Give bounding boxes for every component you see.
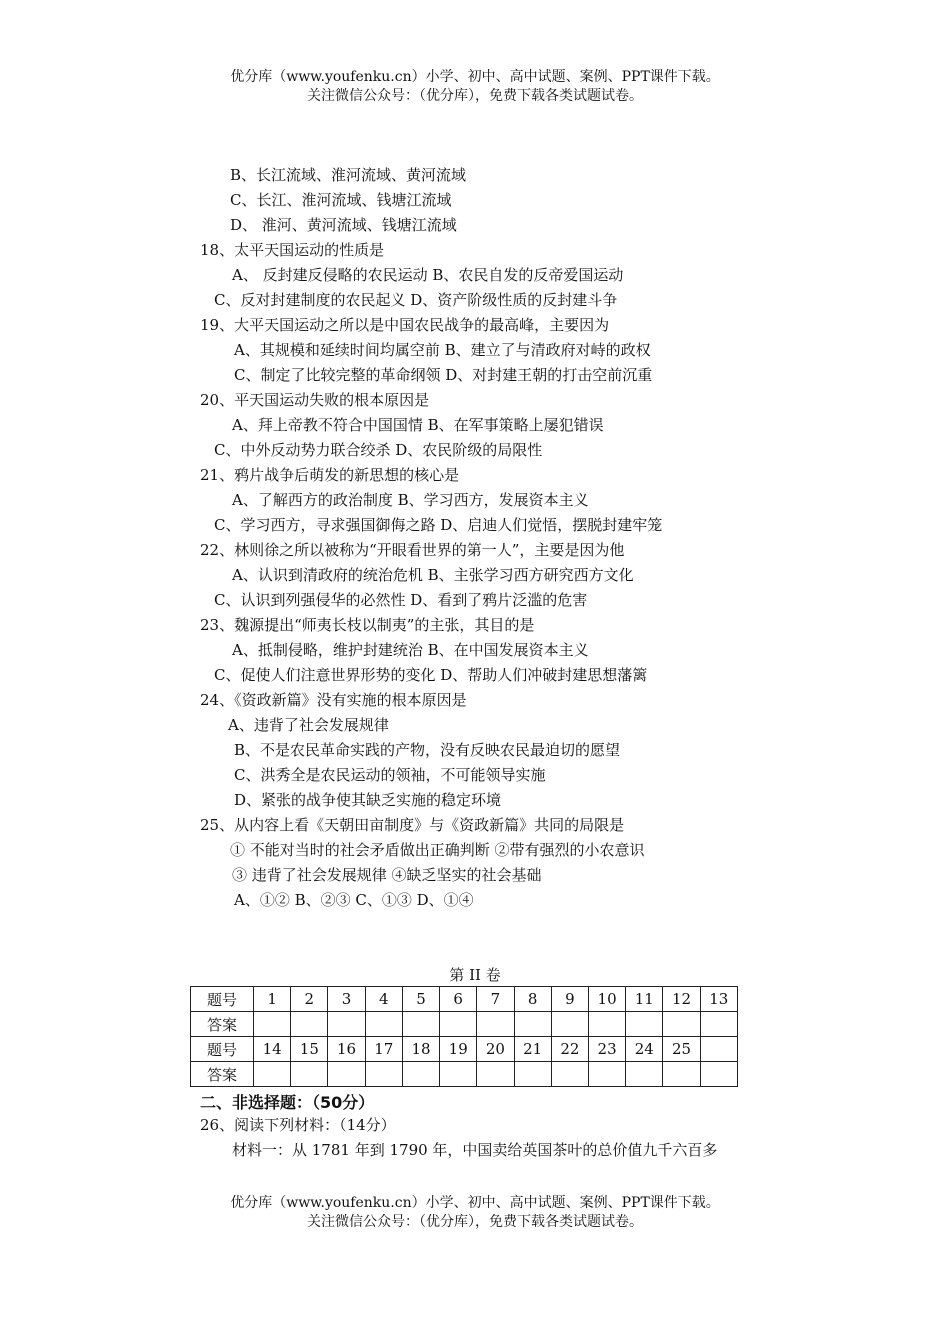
answer-cell[interactable] [328,1062,365,1087]
answer-cell[interactable] [402,1062,439,1087]
q20-stem: 20、平天国运动失败的根本原因是 [200,391,430,409]
q-num-cell: 19 [440,1037,477,1062]
answer-cell[interactable] [700,1062,737,1087]
answer-cell[interactable] [514,1012,551,1037]
page-footer-line1: 优分库（www.youfenku.cn）小学、初中、高中试题、案例、PPT课件下载。 [230,1195,720,1211]
q-num-cell: 17 [365,1037,402,1062]
answer-cell[interactable] [588,1062,625,1087]
q21-stem: 21、鸦片战争后萌发的新思想的核心是 [200,466,460,484]
page-header-line1: 优分库（www.youfenku.cn）小学、初中、高中试题、案例、PPT课件下载。 [230,69,720,85]
section2-heading: 二、非选择题：（50分） [200,1093,375,1112]
q21-options-ab: A、了解西方的政治制度 B、学习西方，发展资本主义 [232,491,589,509]
q24-option-d: D、紧张的战争使其缺乏实施的稳定环境 [234,791,502,809]
q-num-cell: 6 [440,987,477,1012]
q-num-cell: 23 [588,1037,625,1062]
q18-options-cd: C、反对封建制度的农民起义 D、资产阶级性质的反封建斗争 [214,291,618,309]
answer-cell[interactable] [440,1012,477,1037]
q23-options-ab: A、抵制侵略，维护封建统治 B、在中国发展资本主义 [232,641,589,659]
q-num-cell: 22 [551,1037,588,1062]
q25-items-34: ③ 违背了社会发展规律 ④缺乏坚实的社会基础 [232,866,542,884]
answer-cell[interactable] [402,1012,439,1037]
row-label-num: 题号 [191,1037,254,1062]
answer-cell[interactable] [663,1012,700,1037]
table-row [191,1037,738,1062]
table-row [191,1012,738,1037]
q-num-cell: 13 [700,987,737,1012]
q20-options-cd: C、中外反动势力联合绞杀 D、农民阶级的局限性 [214,441,543,459]
q-num-cell: 24 [626,1037,663,1062]
q-num-cell: 3 [328,987,365,1012]
answer-cell[interactable] [626,1012,663,1037]
q-num-cell: 10 [588,987,625,1012]
answer-cell[interactable] [588,1012,625,1037]
q20-options-ab: A、拜上帝教不符合中国国情 B、在军事策略上屡犯错误 [232,416,604,434]
answer-cell[interactable] [291,1062,328,1087]
q-num-cell: 21 [514,1037,551,1062]
q24-option-c: C、洪秀全是农民运动的领袖，不可能领导实施 [234,766,546,784]
answer-table [190,986,738,1087]
answer-cell[interactable] [365,1062,402,1087]
q21-options-cd: C、学习西方，寻求强国御侮之路 D、启迪人们觉悟，摆脱封建牢笼 [214,516,663,534]
q-num-cell: 18 [402,1037,439,1062]
answer-cell[interactable] [440,1062,477,1087]
q22-options-cd: C、认识到列强侵华的必然性 D、看到了鸦片泛滥的危害 [214,591,588,609]
q-num-cell [700,1037,737,1062]
answer-cell[interactable] [328,1012,365,1037]
q-num-cell: 11 [626,987,663,1012]
answer-cell[interactable] [254,1062,291,1087]
q22-stem: 22、林则徐之所以被称为“开眼看世界的第一人”，主要是因为他 [200,541,625,559]
row-label-num: 题号 [191,987,254,1012]
q18-stem: 18、太平天国运动的性质是 [200,241,385,259]
row-label-answer: 答案 [191,1012,254,1037]
q-num-cell: 15 [291,1037,328,1062]
page-footer-line2: 关注微信公众号：（优分库），免费下载各类试题试卷。 [307,1214,643,1230]
answer-cell[interactable] [551,1012,588,1037]
q19-stem: 19、大平天国运动之所以是中国农民战争的最高峰，主要因为 [200,316,610,334]
q-num-cell: 4 [365,987,402,1012]
q-num-cell: 25 [663,1037,700,1062]
answer-cell[interactable] [291,1012,328,1037]
q-num-cell: 12 [663,987,700,1012]
answer-cell[interactable] [663,1062,700,1087]
table-row [191,1062,738,1087]
q19-options-cd: C、制定了比较完整的革命纲领 D、对封建王朝的打击空前沉重 [234,366,653,384]
q24-option-a: A、违背了社会发展规律 [228,716,389,734]
answer-cell[interactable] [700,1012,737,1037]
q17-option-b: B、长江流域、淮河流域、黄河流域 [230,166,467,184]
answer-cell[interactable] [477,1012,514,1037]
q-num-cell: 2 [291,987,328,1012]
q24-option-b: B、不是农民革命实践的产物，没有反映农民最迫切的愿望 [234,741,621,759]
q25-options: A、①② B、②③ C、①③ D、①④ [234,891,474,909]
table-row [191,987,738,1012]
q17-option-c: C、长江、淮河流域、钱塘江流域 [230,191,452,209]
answer-cell[interactable] [365,1012,402,1037]
q19-options-ab: A、其规模和延续时间均属空前 B、建立了与清政府对峙的政权 [234,341,651,359]
q-num-cell: 5 [402,987,439,1012]
part2-title: 第 II 卷 [449,966,501,984]
q17-option-d: D、 淮河、黄河流域、钱塘江流域 [230,216,457,234]
q26-material1: 材料一：从 1781 年到 1790 年，中国卖给英国茶叶的总价值九千六百多 [232,1141,718,1159]
q25-stem: 25、从内容上看《天朝田亩制度》与《资政新篇》共同的局限是 [200,816,625,834]
answer-cell[interactable] [477,1062,514,1087]
q-num-cell: 9 [551,987,588,1012]
q-num-cell: 16 [328,1037,365,1062]
q26-stem: 26、阅读下列材料：（14分） [200,1116,396,1134]
answer-cell[interactable] [551,1062,588,1087]
q-num-cell: 1 [254,987,291,1012]
q-num-cell: 20 [477,1037,514,1062]
q23-options-cd: C、促使人们注意世界形势的变化 D、帮助人们冲破封建思想藩篱 [214,666,648,684]
q25-items-12: ① 不能对当时的社会矛盾做出正确判断 ②带有强烈的小农意识 [230,841,645,859]
q-num-cell: 14 [254,1037,291,1062]
page-header-line2: 关注微信公众号：（优分库），免费下载各类试题试卷。 [307,88,643,104]
answer-cell[interactable] [626,1062,663,1087]
q24-stem: 24、《资政新篇》没有实施的根本原因是 [200,691,467,709]
q22-options-ab: A、认识到清政府的统治危机 B、主张学习西方研究西方文化 [232,566,634,584]
q-num-cell: 7 [477,987,514,1012]
answer-cell[interactable] [254,1012,291,1037]
q-num-cell: 8 [514,987,551,1012]
answer-cell[interactable] [514,1062,551,1087]
q23-stem: 23、魏源提出“师夷长枝以制夷”的主张，其目的是 [200,616,535,634]
row-label-answer: 答案 [191,1062,254,1087]
q18-options-ab: A、 反封建反侵略的农民运动 B、农民自发的反帝爱国运动 [232,266,624,284]
